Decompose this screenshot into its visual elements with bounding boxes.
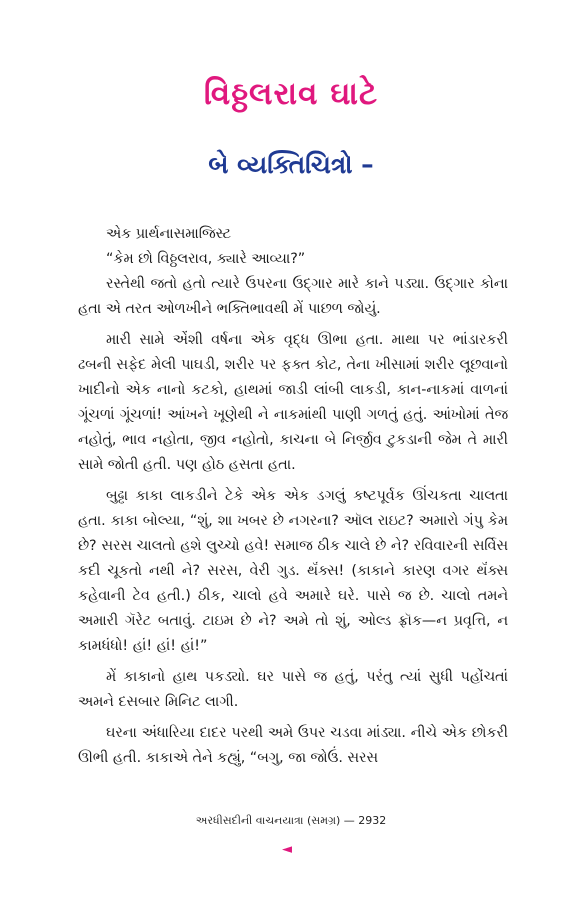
section-subtitle: બે વ્યક્તિચિત્રો – — [208, 150, 374, 179]
paragraph: ઘરના અંધારિયા દાદર પરથી અમે ઉપર ચડવા માંડ્યા. નીચે એક છોકરી ઊભી હતી. કાકાએ તેને કહ્યું, “બગુ, જા જોઉં. સરસ — [78, 725, 508, 766]
body-text — [78, 222, 508, 777]
paragraph: મારી સામે એંશી વર્ષના એક વૃદ્ધ ઊભા હતા. માથા પર ભાંડારકરી ઢબની સફેદ મેલી પાઘડી, શરીર પર ફક્ત કોટ, તેના ખીસામાં શરીર લૂછવાનો ખાદીનો એક નાનો કટકો, હાથમાં જાડી લાંબી લાકડી, કાન-નાકમાં વાળનાં ગૂંચળાં ગૂંચળાં! આંખને ખૂણેથી ને નાકમાંથી પાણી ગળતું હતું. આંખોમાં તેજ નહોતું, ભાવ નહોતા, જીવ નહોતો, કાચના બે નિર્જીવ ટુકડાની જેમ તે મારી સામે જોતી હતી. પણ હોઠ હસતા હતા. — [78, 332, 508, 473]
paragraph: મેં કાકાનો હાથ પકડ્યો. ઘર પાસે જ હતું, પરંતુ ત્યાં સુધી પહોંચતાં અમને દસબાર મિનિટ લાગી. — [78, 669, 508, 710]
paragraph: એક પ્રાર્થનાસમાજિસ્ટ — [106, 226, 231, 242]
paragraph: “કેમ છો વિઠ્ઠલરાવ, ક્યારે આવ્યા?” — [106, 251, 306, 267]
paragraph: રસ્તેથી જતો હતો ત્યારે ઉપરના ઉદ્ગાર મારે કાને પડ્યા. ઉદ્ગાર કોના હતા એ તરત ઓળખીને ભક્તિભાવથી મેં પાછળ જોયું. — [78, 276, 508, 317]
paragraph: બુઢ્ઢા કાકા લાકડીને ટેકે એક એક ડગલું કષ્ટપૂર્વક ઊંચકતા ચાલતા હતા. કાકા બોલ્યા, “શું, શા ખબર છે નગરના? ઑલ રાઇટ? અમારો ગંપુ કેમ છે? સરસ ચાલતો હશે લુચ્ચો હવે! સમાજ ઠીક ચાલે છે ને? રવિવારની સર્વિસ કદી ચૂકતો નથી ને? સરસ, વેરી ગુડ. થૅંક્સ! (કાકાને કારણ વગર થૅંક્સ કહેવાની ટેવ હતી.) ઠીક, ચાલો હવે અમારે ઘરે. પાસે જ છે. ચાલો તમને અમારી ગૅરેટ બતાવું. ટાઇમ છે ને? અમે તો શું, ઓલ્ડ ફ્રૉક—ન પ્રવૃત્તિ, ન કામધંધો! હાં! હાં! હાં!” — [78, 488, 508, 654]
previous-page-arrow-icon[interactable]: ◄ — [282, 842, 292, 857]
chapter-title: વિઠ્ઠલરાવ ઘાટે — [203, 76, 379, 112]
page-footer: અરધીસદીની વાચનયાત્રા (સમગ્ર) — 2932 — [195, 814, 387, 827]
